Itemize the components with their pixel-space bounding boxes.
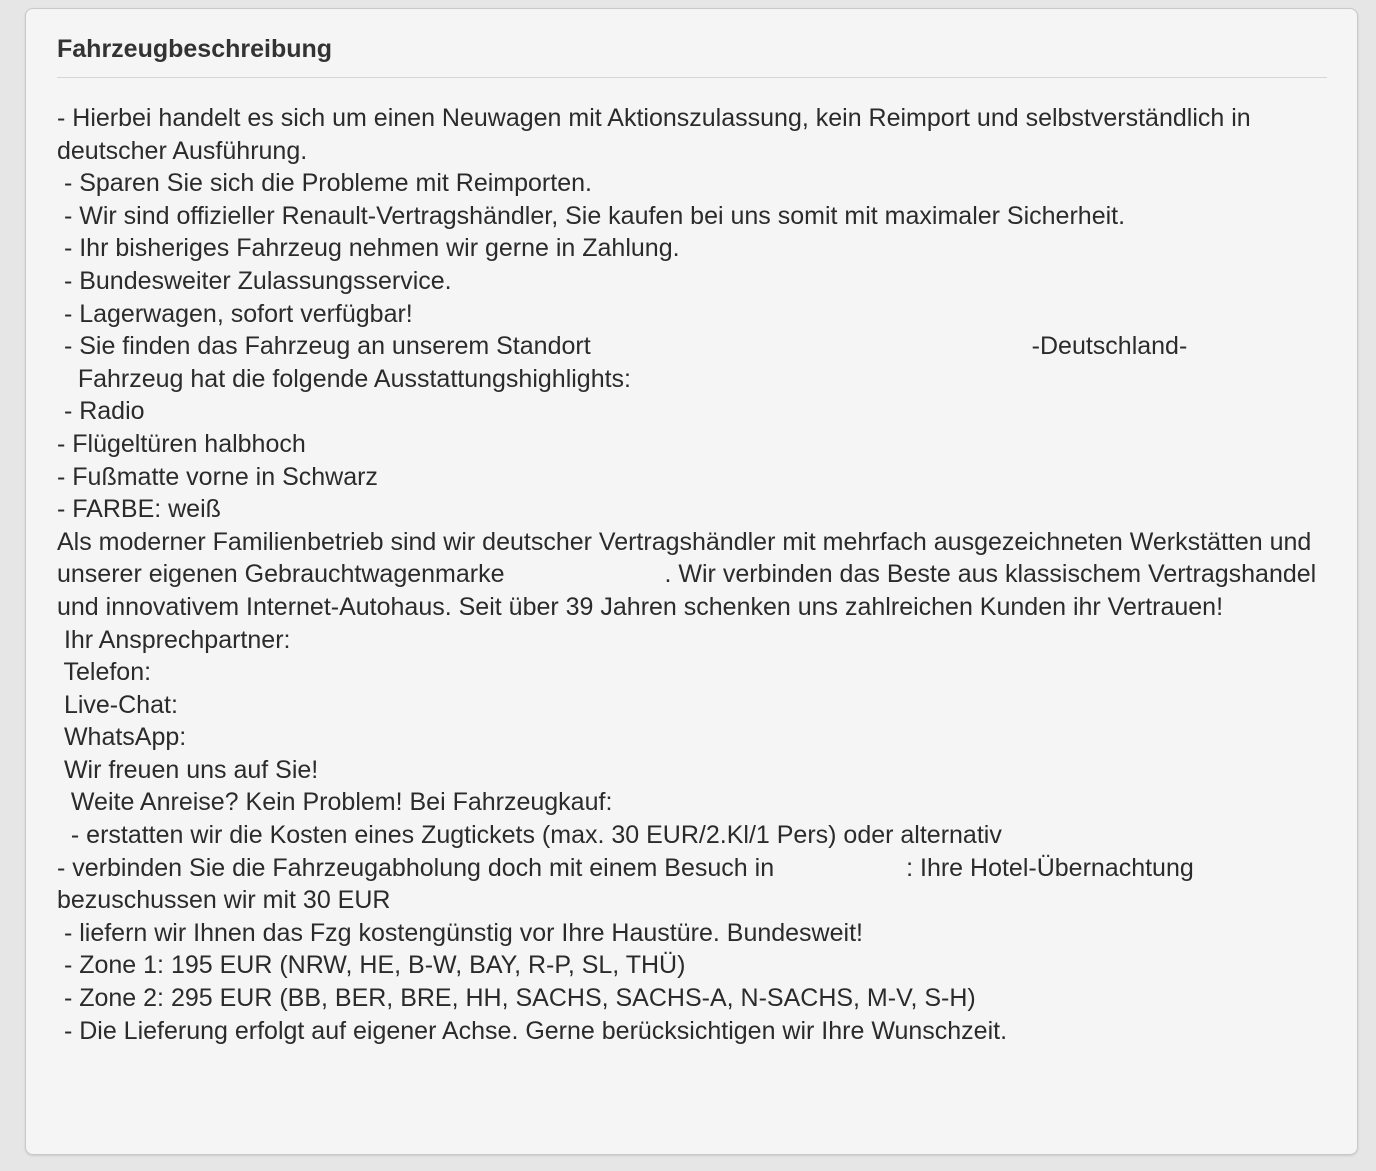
delivery-line: - Die Lieferung erfolgt auf eigener Achse. Gerne berücksichtigen wir Ihre Wunschzeit. [57,1016,1008,1045]
title-divider [57,77,1327,78]
company-suffix: . Wir verbinden das Beste aus klassischem Vertragshandel und innovativem Internet-Autohaus. Seit über 39 Jahren schenken uns zahlreichen Kunden ihr Vertrauen! [57,560,1317,621]
text-line: - Lagerwagen, sofort verfügbar! [57,299,413,328]
visit-suffix: : Ihre Hotel-Übernachtung bezuschussen wir mit 30 EUR [57,853,1194,915]
description-text [57,102,1332,1047]
visit-prefix: - verbinden Sie die Fahrzeugabholung doch mit einem Besuch in [57,853,775,882]
intro-paragraph: - Hierbei handelt es sich um einen Neuwagen mit Aktionszulassung, kein Reimport und selbstverständlich in deutscher Ausführung. [57,104,1251,165]
contact-line: WhatsApp: [57,723,187,752]
location-line [57,330,1332,363]
contact-line: Wir freuen uns auf Sie! [57,755,319,784]
location-prefix: - Sie finden das Fahrzeug an unserem Standort [57,332,591,361]
highlight-item: - Radio [57,397,145,426]
text-line: - Bundesweiter Zulassungsservice. [57,266,452,295]
delivery-line: - Zone 1: 195 EUR (NRW, HE, B-W, BAY, R-P, SL, THÜ) [57,951,686,980]
highlight-item: - Fußmatte vorne in Schwarz [57,462,378,491]
company-paragraph [57,526,1332,624]
vehicle-description-panel [25,8,1358,1155]
contact-line: Live-Chat: [57,690,178,719]
visit-paragraph [57,852,1332,917]
contact-line: Weite Anreise? Kein Problem! Bei Fahrzeugkauf: [57,788,613,817]
contact-line: Telefon: [57,658,152,687]
company-prefix: Als moderner Familienbetrieb sind wir deutscher Vertragshändler mit mehrfach ausgezeichneten Werkstätten und unserer eigenen Gebrauchtwagenmarke [57,527,1312,589]
highlight-item: - Flügeltüren halbhoch [57,429,306,458]
panel-title: Fahrzeugbeschreibung [57,35,333,63]
contact-line: Ihr Ansprechpartner: [57,625,291,654]
highlights-heading: Fahrzeug hat die folgende Ausstattungshighlights: [57,364,631,393]
highlight-item: - FARBE: weiß [57,495,221,524]
delivery-line: - Zone 2: 295 EUR (BB, BER, BRE, HH, SACHS, SACHS-A, N-SACHS, M-V, S-H) [57,984,976,1013]
text-line: - Ihr bisheriges Fahrzeug nehmen wir gerne in Zahlung. [57,234,680,263]
text-line: - Wir sind offizieller Renault-Vertragshändler, Sie kaufen bei uns somit mit maximaler Sicherheit. [57,201,1126,230]
contact-line: - erstatten wir die Kosten eines Zugtickets (max. 30 EUR/2.Kl/1 Pers) oder alternativ [57,821,1002,850]
location-suffix: -Deutschland- [1031,332,1188,361]
delivery-line: - liefern wir Ihnen das Fzg kostengünstig vor Ihre Haustüre. Bundesweit! [57,918,863,947]
text-line: - Sparen Sie sich die Probleme mit Reimporten. [57,169,592,198]
